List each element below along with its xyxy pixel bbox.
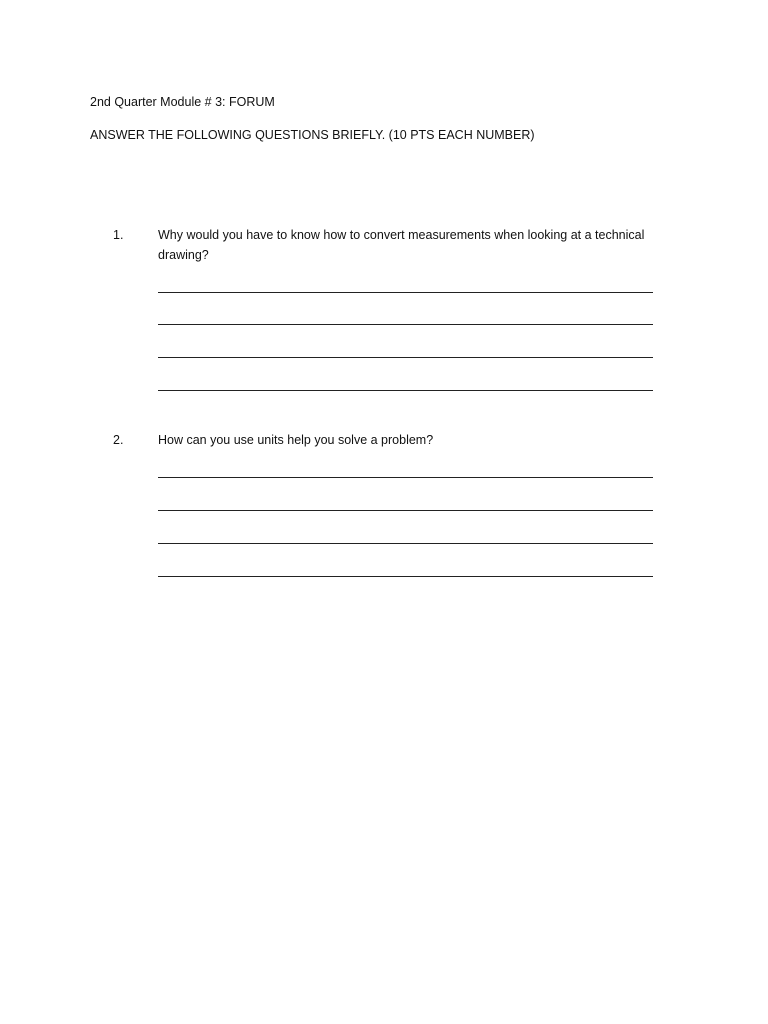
document-instructions: ANSWER THE FOLLOWING QUESTIONS BRIEFLY. (10 PTS EACH NUMBER)	[90, 128, 535, 142]
question-text: Why would you have to know how to convert measurements when looking at a technical drawing?	[158, 228, 645, 262]
answer-line[interactable]	[158, 390, 653, 391]
answer-line[interactable]	[158, 543, 653, 544]
answer-line[interactable]	[158, 324, 653, 325]
question-number: 1.	[113, 228, 124, 242]
document-title: 2nd Quarter Module # 3: FORUM	[90, 95, 275, 109]
answer-line[interactable]	[158, 477, 653, 478]
question-number: 2.	[113, 433, 124, 447]
answer-line[interactable]	[158, 576, 653, 577]
answer-line[interactable]	[158, 510, 653, 511]
question-text: How can you use units help you solve a problem?	[158, 433, 434, 447]
answer-line[interactable]	[158, 357, 653, 358]
answer-line[interactable]	[158, 292, 653, 293]
